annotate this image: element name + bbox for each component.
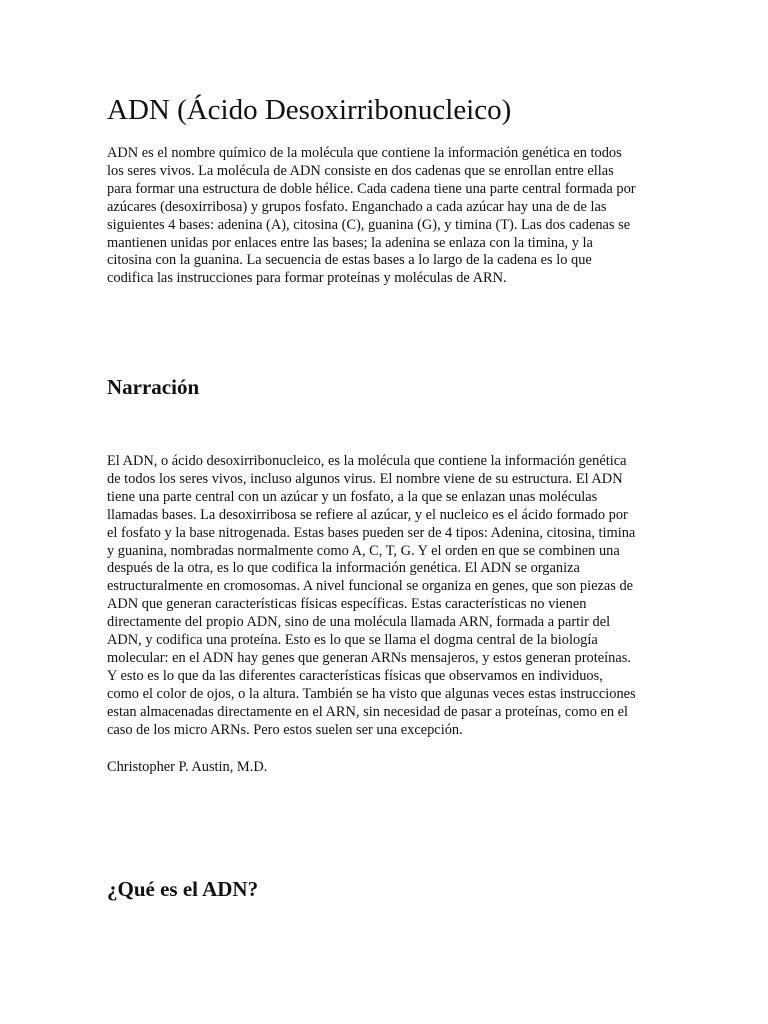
paragraph-line: estan almacenadas directamente en el ARN, sin necesidad de pasar a proteínas, como en el	[107, 703, 629, 720]
paragraph-line: directamente del propio ADN, sino de una molécula llamada ARN, formada a partir del	[107, 614, 611, 631]
paragraph-line: azúcares (desoxirribosa) y grupos fosfato. Enganchado a cada azúcar hay una de de las	[107, 198, 607, 215]
paragraph-line: citosina con la guanina. La secuencia de estas bases a lo largo de la cadena es lo que	[107, 252, 592, 269]
paragraph-line: tiene una parte central con un azúcar y un fosfato, a la que se enlazan unas moléculas	[107, 488, 598, 505]
paragraph-line: ADN es el nombre químico de la molécula que contiene la información genética en todos	[107, 145, 622, 161]
paragraph-line: mantienen unidas por enlaces entre las bases; la adenina se enlaza con la timina, y la	[107, 234, 593, 251]
paragraph-line: codifica las instrucciones para formar proteínas y moléculas de ARN.	[107, 270, 507, 287]
paragraph-line: los seres vivos. La molécula de ADN consiste en dos cadenas que se enrollan entre ellas	[107, 162, 614, 179]
document-title: ADN (Ácido Desoxirribonucleico)	[107, 94, 512, 126]
narracion-paragraph	[107, 453, 667, 740]
section-heading-que-es-el-adn: ¿Qué es el ADN?	[107, 877, 259, 901]
paragraph-line: estructuralmente en cromosomas. A nivel funcional se organiza en genes, que son piezas de	[107, 578, 634, 595]
section-heading-narracion: Narración	[107, 375, 200, 399]
paragraph-line: ADN que generan características físicas específicas. Estas características no vienen	[107, 596, 587, 613]
paragraph-line: llamadas bases. La desoxirribosa se refiere al azúcar, y el nucleico es el ácido formado por	[107, 506, 628, 523]
paragraph-line: siguientes 4 bases: adenina (A), citosina (C), guanina (G), y timina (T). Las dos cadenas se	[107, 216, 631, 233]
paragraph-line: y guanina, nombradas normalmente como A, C, T, G. Y el orden en que se combinen una	[107, 542, 620, 559]
paragraph-line: Y esto es lo que da las diferentes características físicas que observamos en individuos,	[107, 667, 603, 684]
paragraph-line: caso de los micro ARNs. Pero estos suelen ser una excepción.	[107, 721, 463, 738]
paragraph-line: como el color de ojos, o la altura. También se ha visto que algunas veces estas instrucciones	[107, 685, 636, 702]
paragraph-line: después de la otra, es lo que codifica la información genética. El ADN se organiza	[107, 560, 580, 577]
paragraph-line: el fosfato y la base nitrogenada. Estas bases pueden ser de 4 tipos: Adenina, citosina, timina	[107, 524, 636, 541]
paragraph-line: de todos los seres vivos, incluso algunos virus. El nombre viene de su estructura. El ADN	[107, 470, 623, 487]
paragraph-line: ADN, y codifica una proteína. Esto es lo que se llama el dogma central de la biología	[107, 632, 598, 649]
author-name: Christopher P. Austin, M.D.	[107, 759, 268, 775]
author-credit	[107, 759, 667, 777]
intro-paragraph	[107, 145, 667, 288]
paragraph-line: molecular: en el ADN hay genes que generan ARNs mensajeros, y estos generan proteínas.	[107, 649, 631, 666]
paragraph-line: para formar una estructura de doble hélice. Cada cadena tiene una parte central formada por	[107, 180, 636, 197]
paragraph-line: El ADN, o ácido desoxirribonucleico, es la molécula que contiene la información genética	[107, 453, 627, 469]
